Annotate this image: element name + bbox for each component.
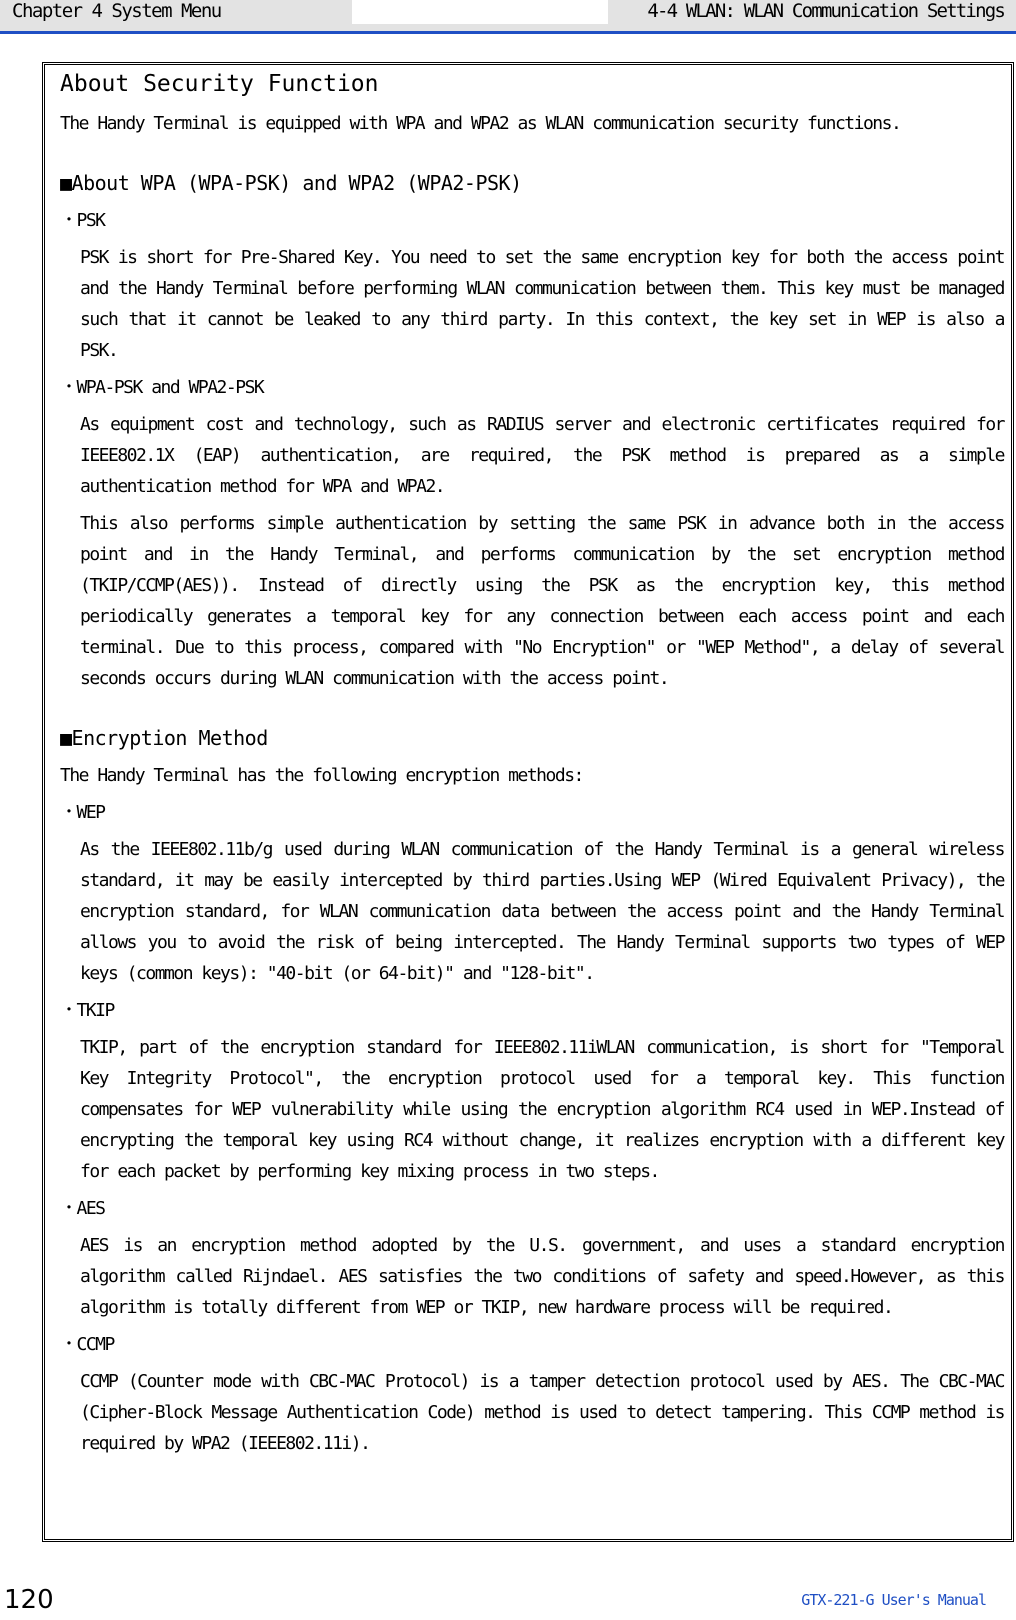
psk-label: ・PSK <box>60 210 105 231</box>
tkip-text: TKIP, part of the encryption standard for IEEE802.11iWLAN communication, is short for "Temporal Key Integrity Protocol", the encryption protocol used for a temporal key. This function compensates for WEP vulnerability while using the encryption algorithm RC4 used in WEP.Instead of encrypting the temporal key using RC4 without change, it realizes encryption with a different key for each packet by performing key mixing process in two steps. <box>80 1037 1004 1182</box>
wep-text: As the IEEE802.11b/g used during WLAN communication of the Handy Terminal is a general wireless standard, it may be easily intercepted by third parties.Using WEP (Wired Equivalent Privacy), the encryption standard, for WLAN communication data between the access point and the Handy Terminal allows you to avoid the risk of being intercepted. The Handy Terminal supports two types of WEP keys (common keys): "40-bit (or 64-bit)" and "128-bit". <box>80 839 1004 984</box>
aes-text: AES is an encryption method adopted by the U.S. government, and uses a standard encryption algorithm called Rijndael. AES satisfies the two conditions of safety and speed.However, as this algorithm is totally different from WEP or TKIP, new hardware process will be required. <box>80 1235 1004 1318</box>
wpa-psk-text-2: This also performs simple authentication by setting the same PSK in advance both in the access point and in the Handy Terminal, and performs communication by the set encryption method (TKIP/CCMP(AES)). Instead of directly using the PSK as the encryption key, this method periodically generates a temporal key for any connection between each access point and each terminal. Due to this process, compared with "No Encryption" or "WEP Method", a delay of several seconds occurs during WLAN communication with the access point. <box>80 513 1004 689</box>
manual-name: GTX-221-G User's Manual <box>801 1591 986 1609</box>
wep-label: ・WEP <box>60 802 105 823</box>
psk-text: PSK is short for Pre-Shared Key. You need to set the same encryption key for both the access point and the Handy Terminal before performing WLAN communication between them. This key must be managed such that it cannot be leaked to any third party. In this context, the key set in WEP is also a PSK. <box>80 247 1004 361</box>
wpa-heading: ■About WPA (WPA-PSK) and WPA2 (WPA2-PSK) <box>60 171 522 195</box>
ccmp-label: ・CCMP <box>60 1334 114 1355</box>
security-content <box>60 66 1004 1459</box>
chapter-title: Chapter 4 System Menu <box>12 0 221 22</box>
page-number: 120 <box>4 1585 54 1615</box>
wpa-psk-label: ・WPA-PSK and WPA2-PSK <box>60 377 264 398</box>
wpa-psk-text-1: As equipment cost and technology, such as RADIUS server and electronic certificates required for IEEE802.1X (EAP) authentication, are required, the PSK method is prepared as a simple authentication method for WPA and WPA2. <box>80 414 1004 497</box>
section-title: 4-4 WLAN: WLAN Communication Settings <box>647 0 1004 22</box>
page-header <box>0 0 1016 34</box>
encryption-intro: The Handy Terminal has the following encryption methods: <box>60 765 583 786</box>
encryption-heading: ■Encryption Method <box>60 726 268 750</box>
ccmp-text: CCMP (Counter mode with CBC-MAC Protocol) is a tamper detection protocol used by AES. The CBC-MAC (Cipher-Block Message Authentication Code) method is used to detect tampering. This CCMP method is required by WPA2 (IEEE802.11i). <box>80 1371 1004 1454</box>
header-divider <box>352 0 608 24</box>
box-intro: The Handy Terminal is equipped with WPA and WPA2 as WLAN communication security functions. <box>60 113 901 134</box>
tkip-label: ・TKIP <box>60 1000 114 1021</box>
aes-label: ・AES <box>60 1198 105 1219</box>
box-title: About Security Function <box>60 71 379 97</box>
